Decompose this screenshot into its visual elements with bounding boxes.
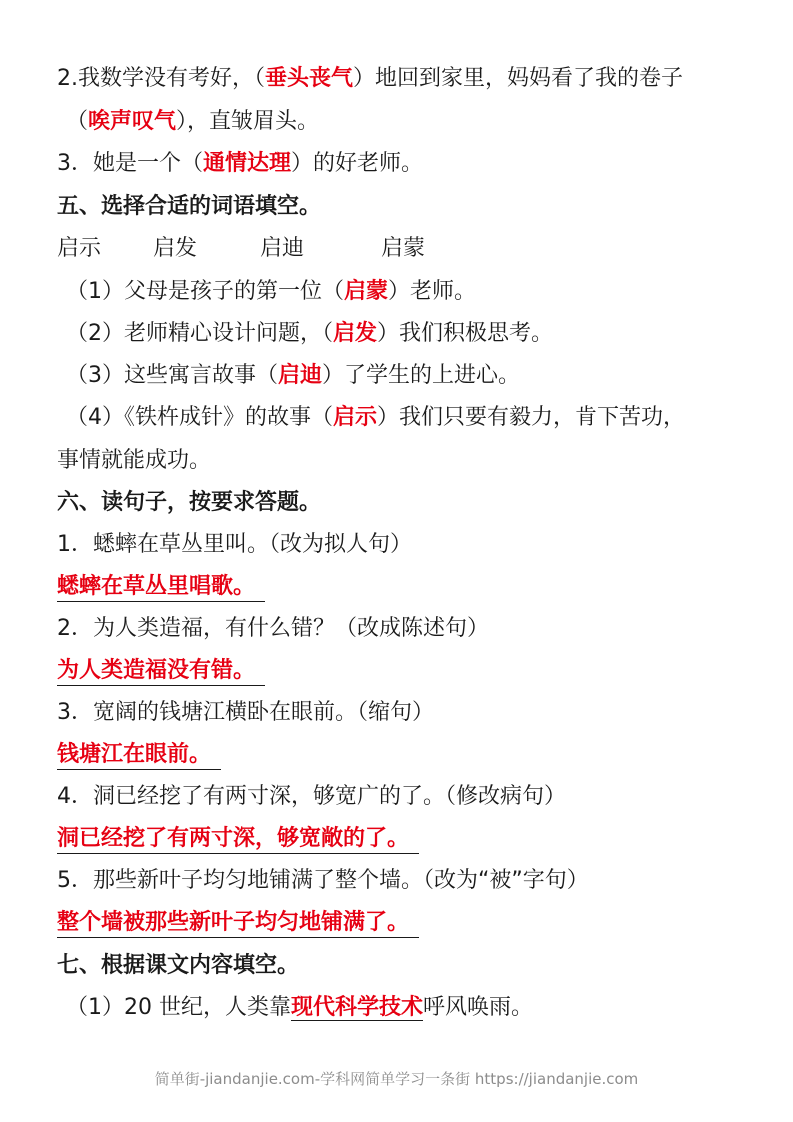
word-option: 启示 <box>57 236 102 261</box>
answer-text: 启蒙 <box>344 279 389 304</box>
sentence-text: 2.我数学没有考好，（ <box>57 66 265 91</box>
section-7-heading: 七、根据课文内容填空。 <box>57 953 300 978</box>
answer-text: 启示 <box>333 405 378 430</box>
sentence-text: ）的好老师。 <box>291 151 424 176</box>
word-option: 启发 <box>153 236 198 261</box>
answer-text: 启发 <box>333 321 378 346</box>
answer-1 <box>57 572 265 602</box>
item-text: （1）20 世纪，人类靠 <box>66 995 291 1020</box>
question-5: 5．那些新叶子均匀地铺满了整个墙。（改为“被”字句） <box>57 868 589 893</box>
answer-text: 钱塘江在眼前。 <box>57 741 221 770</box>
word-option: 启蒙 <box>381 236 426 261</box>
sentence-text: 3．她是一个（ <box>57 151 203 176</box>
question-1: 1．蟋蟀在草丛里叫。（改为拟人句） <box>57 532 412 557</box>
answer-text: 为人类造福没有错。 <box>57 657 265 686</box>
item-text: ）我们只要有毅力，肯下苦功， <box>377 405 686 430</box>
item-text: ）我们积极思考。 <box>377 321 554 346</box>
fill-item-4 <box>66 403 685 433</box>
word-option: 启迪 <box>260 236 305 261</box>
question-4: 4．洞已经挖了有两寸深，够宽广的了。（修改病句） <box>57 784 566 809</box>
question-3: 3．宽阔的钱塘江横卧在眼前。（缩句） <box>57 700 434 725</box>
sentence-2-cont <box>66 107 319 137</box>
fill-item-1 <box>66 277 476 307</box>
word-options <box>57 234 425 264</box>
item-text: （3）这些寓言故事（ <box>66 363 278 388</box>
item-text: （1）父母是孩子的第一位（ <box>66 279 344 304</box>
question-2: 2．为人类造福，有什么错？（改成陈述句） <box>57 616 489 641</box>
sentence-2 <box>57 64 683 94</box>
answer-text: 洞已经挖了有两寸深，够宽敞的了。 <box>57 825 419 854</box>
answer-text: 通情达理 <box>203 151 292 176</box>
fill-item-4-cont: 事情就能成功。 <box>57 448 212 473</box>
answer-text: 蟋蟀在草丛里唱歌。 <box>57 573 265 602</box>
answer-text: 现代科学技术 <box>291 995 424 1020</box>
sentence-3 <box>57 149 423 179</box>
answer-text: 启迪 <box>278 363 323 388</box>
item-text: （2）老师精心设计问题，（ <box>66 321 333 346</box>
item-text: ）老师。 <box>388 279 477 304</box>
answer-3 <box>57 740 221 770</box>
answer-text: 整个墙被那些新叶子均匀地铺满了。 <box>57 909 419 938</box>
answer-5 <box>57 908 419 938</box>
answer-4 <box>57 824 419 854</box>
answer-text: 唉声叹气 <box>88 109 177 134</box>
section-6-heading: 六、读句子，按要求答题。 <box>57 490 322 515</box>
sentence-text: ）地回到家里，妈妈看了我的卷子 <box>353 66 684 91</box>
section-5-heading: 五、选择合适的词语填空。 <box>57 194 322 219</box>
item-text: 呼风唤雨。 <box>423 995 534 1020</box>
footer-watermark: 简单街-jiandanjie.com-学科网简单学习一条街 https://jiandanjie.com <box>154 1070 639 1088</box>
answer-2 <box>57 656 265 686</box>
fill-item-3 <box>66 361 520 391</box>
item-text: （4）《铁杵成针》的故事（ <box>66 405 333 430</box>
fill-blank-1 <box>66 993 533 1023</box>
fill-item-2 <box>66 319 553 349</box>
sentence-text: ），直皱眉头。 <box>176 109 320 134</box>
sentence-text: （ <box>66 109 89 134</box>
item-text: ）了学生的上进心。 <box>322 363 521 388</box>
answer-text: 垂头丧气 <box>265 66 354 91</box>
